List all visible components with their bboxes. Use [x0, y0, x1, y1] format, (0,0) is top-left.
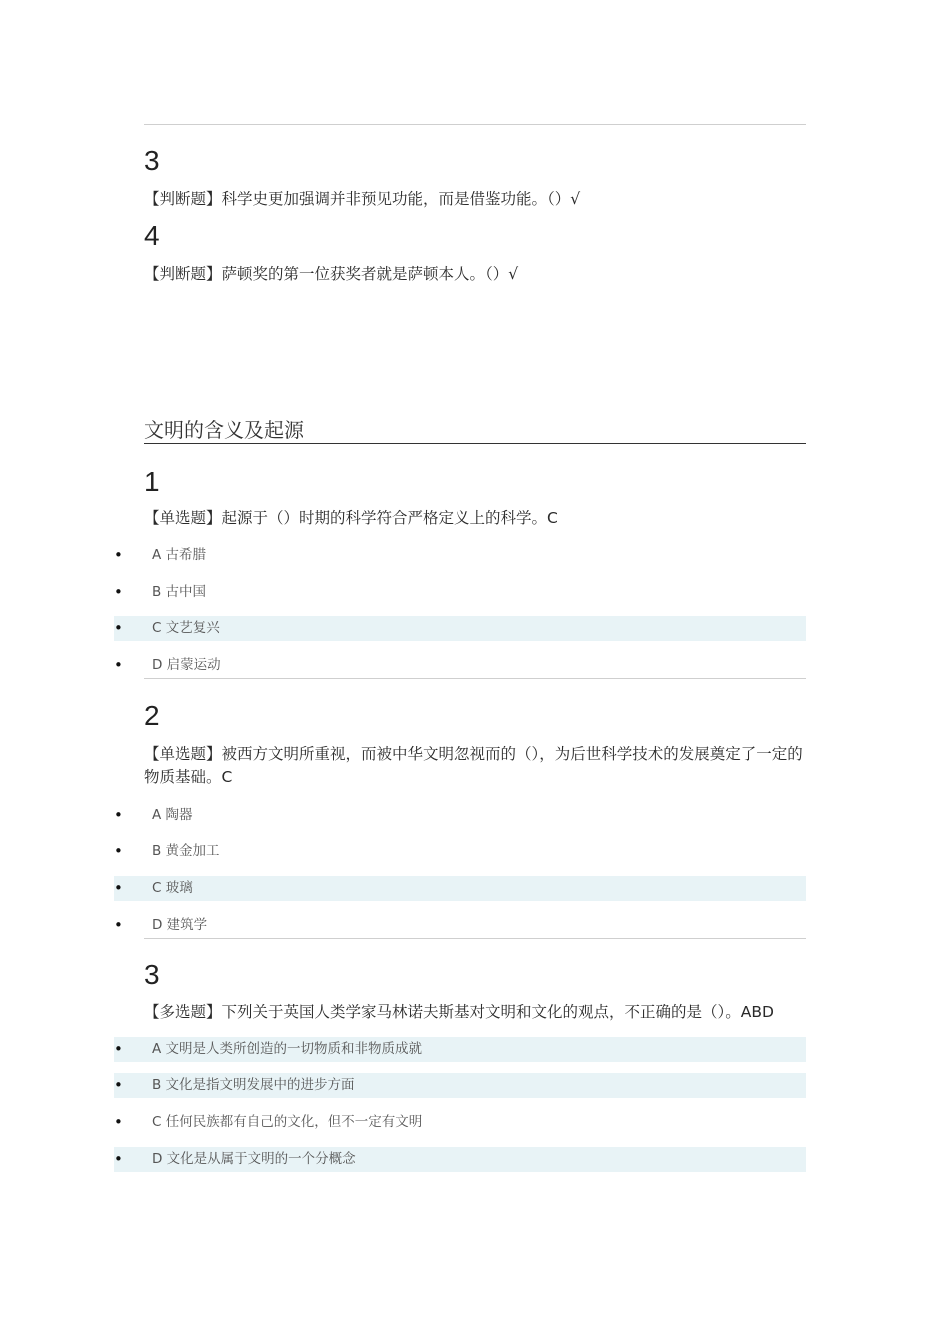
- bullet-icon: •: [114, 619, 123, 637]
- question-number: 1: [144, 466, 160, 497]
- option-label: D 启蒙运动: [152, 657, 221, 673]
- option-label: C 文艺复兴: [152, 620, 220, 636]
- question-number: 4: [144, 220, 160, 251]
- option-label: C 任何民族都有自己的文化，但不一定有文明: [152, 1114, 423, 1130]
- bullet-icon: •: [114, 879, 123, 897]
- option-item-selected[interactable]: [114, 616, 806, 641]
- question-text: 【单选题】起源于（）时期的科学符合严格定义上的科学。C: [144, 509, 558, 527]
- bullet-icon: •: [114, 1076, 123, 1094]
- question-divider: [144, 938, 806, 939]
- option-label: A 文明是人类所创造的一切物质和非物质成就: [152, 1041, 423, 1057]
- option-item[interactable]: [114, 653, 806, 678]
- option-item[interactable]: [114, 803, 806, 828]
- option-label: B 文化是指文明发展中的进步方面: [152, 1077, 355, 1093]
- section-title: 文明的含义及起源: [144, 418, 304, 442]
- option-item-selected[interactable]: [114, 1147, 806, 1172]
- question-divider: [144, 678, 806, 679]
- option-item-selected[interactable]: [114, 1037, 806, 1062]
- bullet-icon: •: [114, 546, 123, 564]
- option-item[interactable]: [114, 543, 806, 568]
- option-label: D 建筑学: [152, 917, 208, 933]
- question-number: 2: [144, 700, 160, 731]
- question-number: 3: [144, 959, 160, 990]
- bullet-icon: •: [114, 806, 123, 824]
- bullet-icon: •: [114, 916, 123, 934]
- option-item-selected[interactable]: [114, 876, 806, 901]
- bullet-icon: •: [114, 1040, 123, 1058]
- option-item[interactable]: [114, 839, 806, 864]
- question-number: 3: [144, 145, 160, 176]
- question-text: 【多选题】下列关于英国人类学家马林诺夫斯基对文明和文化的观点，不正确的是（）。ABD: [144, 1003, 774, 1021]
- bullet-icon: •: [114, 583, 123, 601]
- top-divider: [144, 124, 806, 125]
- option-label: A 古希腊: [152, 547, 207, 563]
- option-label: B 古中国: [152, 584, 207, 600]
- bullet-icon: •: [114, 1113, 123, 1131]
- section-underline: [144, 443, 806, 444]
- question-text: 【判断题】萨顿奖的第一位获奖者就是萨顿本人。（）√: [144, 265, 519, 283]
- question-text: 【单选题】被西方文明所重视，而被中华文明忽视而的（），为后世科学技术的发展奠定了一定的物质基础。C: [144, 745, 803, 786]
- option-label: D 文化是从属于文明的一个分概念: [152, 1151, 356, 1167]
- question-text: 【判断题】科学史更加强调并非预见功能，而是借鉴功能。（）√: [144, 190, 581, 208]
- option-item-selected[interactable]: [114, 1073, 806, 1098]
- option-item[interactable]: [114, 913, 806, 938]
- bullet-icon: •: [114, 1150, 123, 1168]
- option-label: A 陶器: [152, 807, 193, 823]
- bullet-icon: •: [114, 656, 123, 674]
- option-item[interactable]: [114, 580, 806, 605]
- option-label: C 玻璃: [152, 880, 193, 896]
- option-label: B 黄金加工: [152, 843, 220, 859]
- option-item[interactable]: [114, 1110, 806, 1135]
- bullet-icon: •: [114, 842, 123, 860]
